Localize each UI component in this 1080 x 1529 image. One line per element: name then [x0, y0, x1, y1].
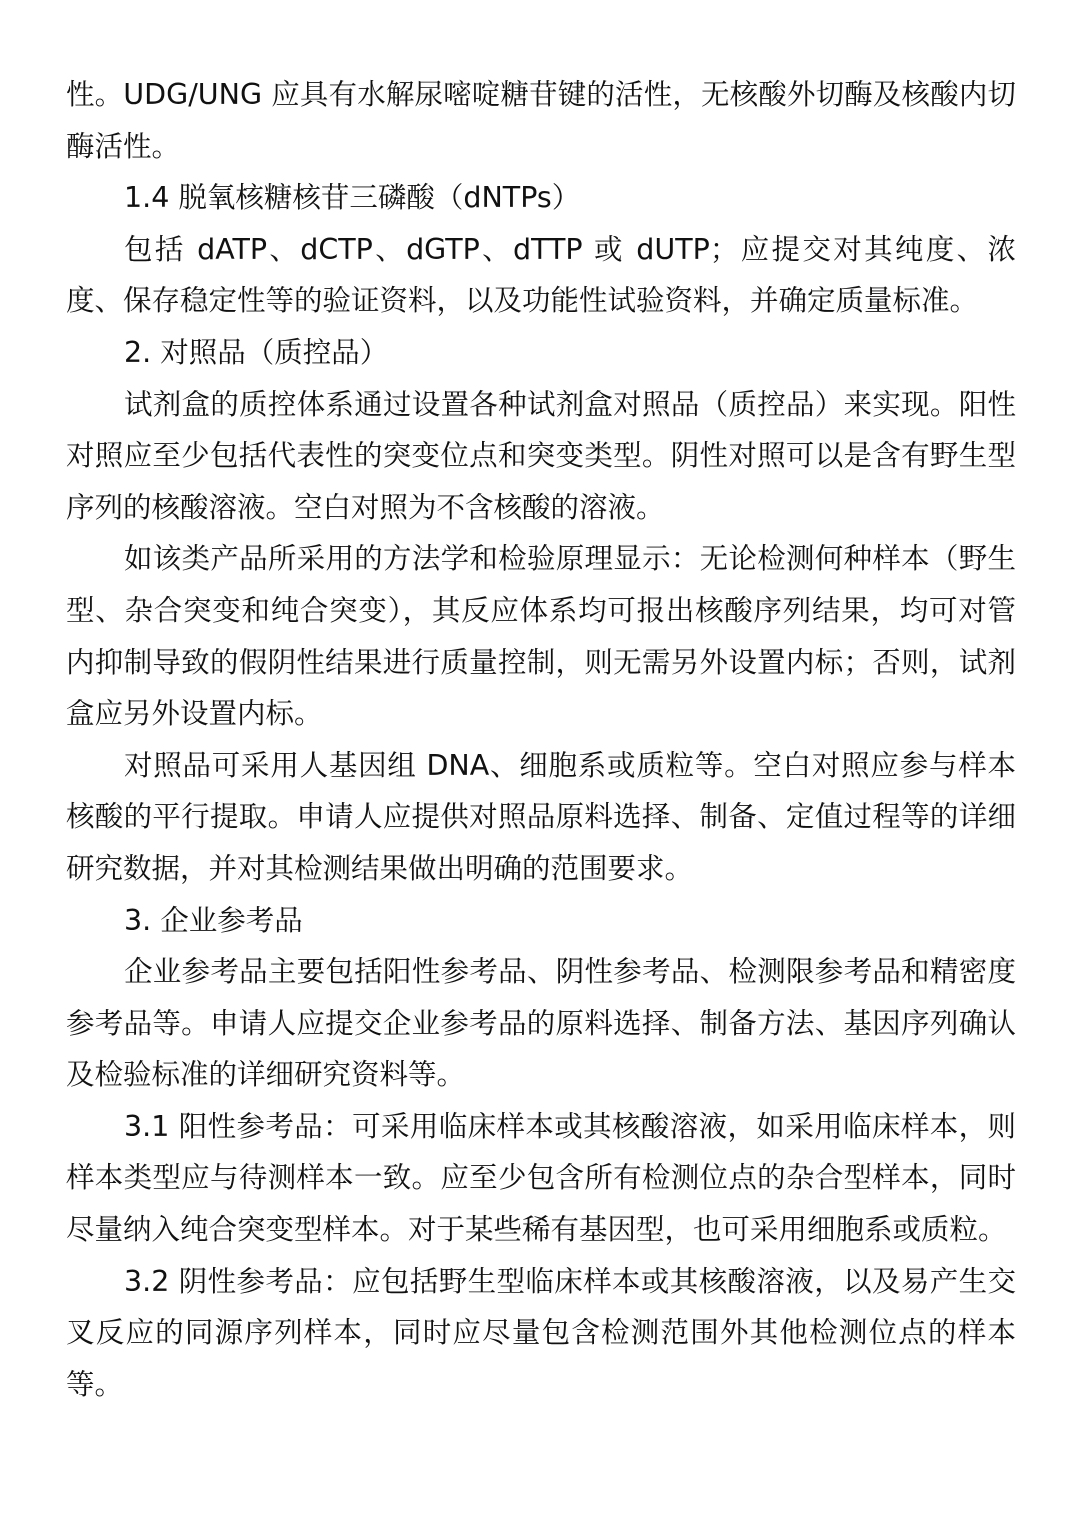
heading-reference-materials: 3. 企业参考品 — [124, 903, 303, 937]
heading-controls: 2. 对照品（质控品） — [124, 335, 389, 369]
paragraph-negative-reference: 3.2 阴性参考品：应包括野生型临床样本或其核酸溶液，以及易产生交叉反应的同源序列样本，同时应尽量包含检测范围外其他检测位点的样本等。 — [66, 1264, 1016, 1401]
paragraph-positive-reference: 3.1 阳性参考品：可采用临床样本或其核酸溶液，如采用临床样本，则样本类型应与待测样本一致。应至少包含所有检测位点的杂合型样本，同时尽量纳入纯合突变型样本。对于某些稀有基因型，也可采用细胞系或质粒。 — [66, 1109, 1016, 1247]
paragraph-udg-continuation: 性。UDG/UNG 应具有水解尿嘧啶糖苷键的活性，无核酸外切酶及核酸内切酶活性。 — [66, 78, 1016, 163]
paragraph-internal-standard: 如该类产品所采用的方法学和检验原理显示：无论检测何种样本（野生型、杂合突变和纯合突变），其反应体系均可报出核酸序列结果，均可对管内抑制导致的假阴性结果进行质量控制，则无需另外设置内标；否则，试剂盒应另外设置内标。 — [66, 542, 1016, 731]
document-body — [66, 69, 1016, 1410]
paragraph-dntps: 包括 dATP、dCTP、dGTP、dTTP 或 dUTP；应提交对其纯度、浓度、保存稳定性等的验证资料，以及功能性试验资料，并确定质量标准。 — [66, 232, 1016, 318]
heading-dntps: 1.4 脱氧核糖核苷三磷酸（dNTPs） — [124, 181, 581, 215]
paragraph-control-system: 试剂盒的质控体系通过设置各种试剂盒对照品（质控品）来实现。阳性对照应至少包括代表性的突变位点和突变类型。阴性对照可以是含有野生型序列的核酸溶液。空白对照为不含核酸的溶液。 — [66, 387, 1016, 524]
paragraph-reference-materials: 企业参考品主要包括阳性参考品、阴性参考品、检测限参考品和精密度参考品等。申请人应提交企业参考品的原料选择、制备方法、基因序列确认及检验标准的详细研究资料等。 — [66, 955, 1016, 1092]
paragraph-control-materials: 对照品可采用人基因组 DNA、细胞系或质粒等。空白对照应参与样本核酸的平行提取。申请人应提供对照品原料选择、制备、定值过程等的详细研究数据，并对其检测结果做出明确的范围要求。 — [66, 748, 1016, 885]
